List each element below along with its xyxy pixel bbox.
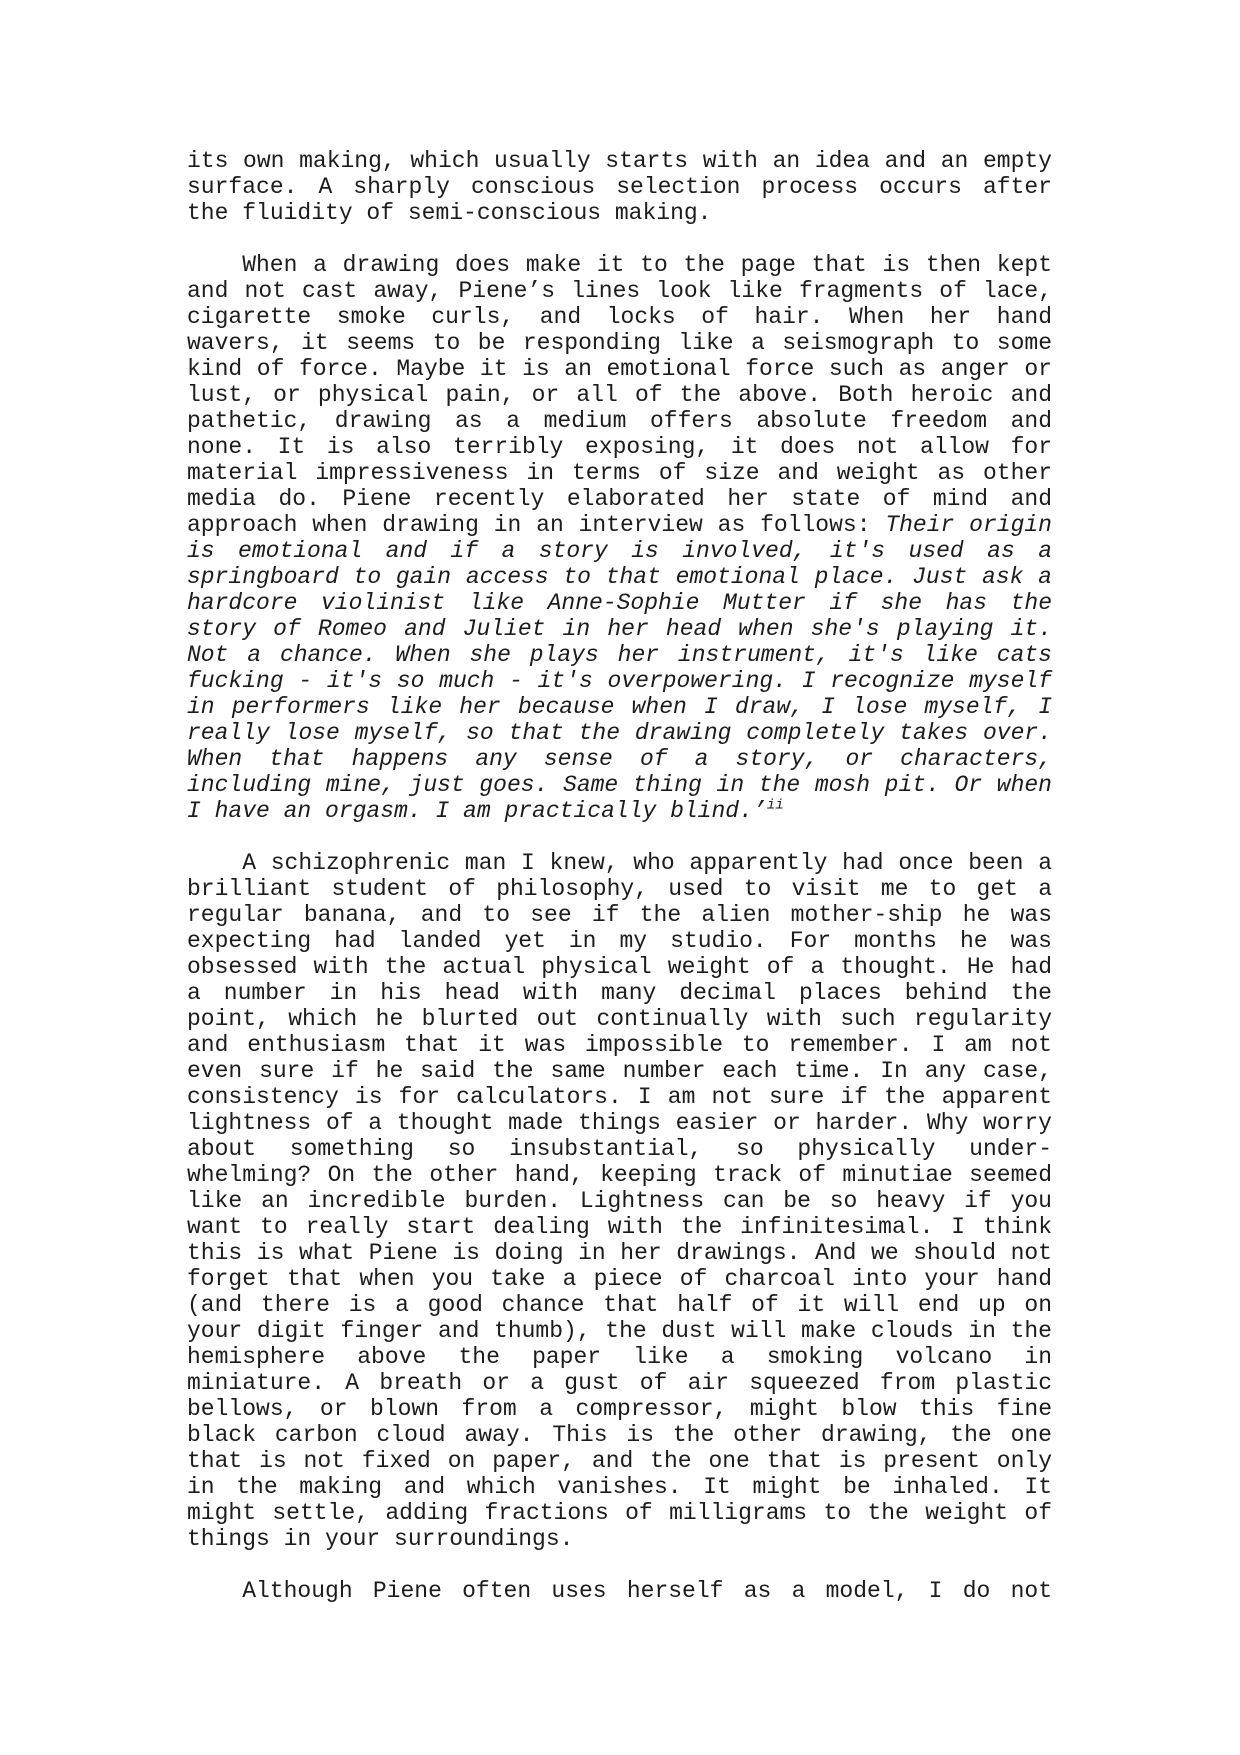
text-line xyxy=(187,720,1052,746)
text-line xyxy=(187,772,1052,798)
body-text-segment: want to really start dealing with the infinitesimal. I think xyxy=(187,1214,1052,1240)
text-line xyxy=(187,668,1052,694)
text-line xyxy=(187,1214,1052,1240)
paragraph xyxy=(187,850,1052,1552)
body-text-segment: lust, or physical pain, or all of the above. Both heroic and xyxy=(187,382,1052,408)
quote-text-segment: really lose myself, so that the drawing completely takes over. xyxy=(187,720,1052,746)
text-line xyxy=(187,1110,1052,1136)
body-text-segment: none. It is also terribly exposing, it does not allow for xyxy=(187,434,1052,460)
quote-text-segment: in performers like her because when I draw, I lose myself, I xyxy=(187,694,1052,720)
quote-text-segment: hardcore violinist like Anne-Sophie Mutter if she has the xyxy=(187,590,1052,616)
body-text-segment: that is not fixed on paper, and the one that is present only xyxy=(187,1448,1052,1474)
body-text-segment: bellows, or blown from a compressor, might blow this fine xyxy=(187,1396,1052,1422)
body-text-segment: the fluidity of semi-conscious making. xyxy=(187,200,712,226)
text-line xyxy=(187,1370,1052,1396)
text-line xyxy=(187,1188,1052,1214)
text-line xyxy=(187,876,1052,902)
body-text-segment: consistency is for calculators. I am not sure if the apparent xyxy=(187,1084,1052,1110)
text-line xyxy=(187,148,1052,174)
text-line xyxy=(187,1344,1052,1370)
body-text-segment: miniature. A breath or a gust of air squeezed from plastic xyxy=(187,1370,1052,1396)
text-line xyxy=(187,1266,1052,1292)
text-line xyxy=(187,1578,1052,1604)
text-line xyxy=(187,902,1052,928)
text-line xyxy=(187,1162,1052,1188)
text-line xyxy=(187,616,1052,642)
body-text-segment: might settle, adding fractions of milligrams to the weight of xyxy=(187,1500,1052,1526)
text-line xyxy=(187,1136,1052,1162)
quote-text-segment: story of Romeo and Juliet in her head when she's playing it. xyxy=(187,616,1052,642)
body-text-segment: point, which he blurted out continually with such regularity xyxy=(187,1006,1052,1032)
body-text-segment: (and there is a good chance that half of it will end up on xyxy=(187,1292,1052,1318)
text-line xyxy=(187,928,1052,954)
page-text xyxy=(187,148,1052,1604)
quote-text-segment: When that happens any sense of a story, or characters, xyxy=(187,746,1052,772)
body-text-segment: cigarette smoke curls, and locks of hair. When her hand xyxy=(187,304,1052,330)
body-text-segment: obsessed with the actual physical weight of a thought. He had xyxy=(187,954,1052,980)
body-text-segment: in the making and which vanishes. It might be inhaled. It xyxy=(187,1474,1052,1500)
body-text-segment: things in your surroundings. xyxy=(187,1526,574,1552)
body-text-segment: a number in his head with many decimal places behind the xyxy=(187,980,1052,1006)
quote-text-segment: fucking - it's so much - it's overpowering. I recognize myself xyxy=(187,668,1052,694)
paragraph xyxy=(187,1578,1052,1604)
quote-text-segment: springboard to gain access to that emotional place. Just ask a xyxy=(187,564,1052,590)
body-text-segment: approach when drawing in an interview as follows: xyxy=(187,512,886,538)
body-text-segment: Although Piene often uses herself as a model, I do not xyxy=(242,1578,1052,1604)
body-text-segment: your digit finger and thumb), the dust will make clouds in the xyxy=(187,1318,1052,1344)
quote-text-segment: Not a chance. When she plays her instrument, it's like cats xyxy=(187,642,1052,668)
text-line xyxy=(187,564,1052,590)
text-line xyxy=(187,512,1052,538)
text-line xyxy=(187,200,1052,226)
body-text-segment: lightness of a thought made things easier or harder. Why worry xyxy=(187,1110,1052,1136)
body-text-segment: regular banana, and to see if the alien mother-ship he was xyxy=(187,902,1052,928)
text-line xyxy=(187,1084,1052,1110)
body-text-segment: pathetic, drawing as a medium offers absolute freedom and xyxy=(187,408,1052,434)
text-line xyxy=(187,304,1052,330)
text-line xyxy=(187,1500,1052,1526)
text-line xyxy=(187,1032,1052,1058)
body-text-segment: brilliant student of philosophy, used to visit me to get a xyxy=(187,876,1052,902)
text-line xyxy=(187,1396,1052,1422)
text-line xyxy=(187,798,1052,824)
text-line xyxy=(187,460,1052,486)
body-text-segment: kind of force. Maybe it is an emotional force such as anger or xyxy=(187,356,1052,382)
body-text-segment: wavers, it seems to be responding like a seismograph to some xyxy=(187,330,1052,356)
text-line xyxy=(187,252,1052,278)
body-text-segment: expecting had landed yet in my studio. For months he was xyxy=(187,928,1052,954)
quote-text-segment: Their origin xyxy=(885,512,1052,538)
text-line xyxy=(187,850,1052,876)
text-line xyxy=(187,1240,1052,1266)
quote-text-segment: I have an orgasm. I am practically blind.’ xyxy=(187,798,767,824)
text-line xyxy=(187,980,1052,1006)
text-line xyxy=(187,1292,1052,1318)
paragraph xyxy=(187,148,1052,226)
text-line xyxy=(187,330,1052,356)
text-line xyxy=(187,382,1052,408)
body-text-segment: and enthusiasm that it was impossible to remember. I am not xyxy=(187,1032,1052,1058)
body-text-segment: forget that when you take a piece of charcoal into your hand xyxy=(187,1266,1052,1292)
text-line xyxy=(187,746,1052,772)
footnote-marker: ii xyxy=(766,797,784,814)
body-text-segment: media do. Piene recently elaborated her state of mind and xyxy=(187,486,1052,512)
paragraph xyxy=(187,252,1052,824)
text-line xyxy=(187,1318,1052,1344)
text-line xyxy=(187,954,1052,980)
text-line xyxy=(187,434,1052,460)
body-text-segment: its own making, which usually starts with an idea and an empty xyxy=(187,148,1052,174)
text-line xyxy=(187,356,1052,382)
body-text-segment: about something so insubstantial, so physically under- xyxy=(187,1136,1052,1162)
quote-text-segment: is emotional and if a story is involved, it's used as a xyxy=(187,538,1052,564)
text-line xyxy=(187,1058,1052,1084)
text-line xyxy=(187,174,1052,200)
text-line xyxy=(187,694,1052,720)
body-text-segment: like an incredible burden. Lightness can be so heavy if you xyxy=(187,1188,1052,1214)
text-line xyxy=(187,1448,1052,1474)
text-line xyxy=(187,1474,1052,1500)
text-line xyxy=(187,590,1052,616)
quote-text-segment: including mine, just goes. Same thing in the mosh pit. Or when xyxy=(187,772,1052,798)
text-line xyxy=(187,408,1052,434)
text-line xyxy=(187,538,1052,564)
text-line xyxy=(187,1526,1052,1552)
body-text-segment: When a drawing does make it to the page that is then kept xyxy=(242,252,1052,278)
body-text-segment: whelming? On the other hand, keeping track of minutiae seemed xyxy=(187,1162,1052,1188)
text-line xyxy=(187,486,1052,512)
body-text-segment: A schizophrenic man I knew, who apparently had once been a xyxy=(242,850,1052,876)
body-text-segment: even sure if he said the same number each time. In any case, xyxy=(187,1058,1052,1084)
body-text-segment: material impressiveness in terms of size and weight as other xyxy=(187,460,1052,486)
body-text-segment: this is what Piene is doing in her drawings. And we should not xyxy=(187,1240,1052,1266)
body-text-segment: surface. A sharply conscious selection process occurs after xyxy=(187,174,1052,200)
text-line xyxy=(187,642,1052,668)
body-text-segment: black carbon cloud away. This is the other drawing, the one xyxy=(187,1422,1052,1448)
text-line xyxy=(187,1006,1052,1032)
body-text-segment: hemisphere above the paper like a smoking volcano in xyxy=(187,1344,1052,1370)
text-line xyxy=(187,278,1052,304)
text-line xyxy=(187,1422,1052,1448)
body-text-segment: and not cast away, Piene’s lines look like fragments of lace, xyxy=(187,278,1052,304)
